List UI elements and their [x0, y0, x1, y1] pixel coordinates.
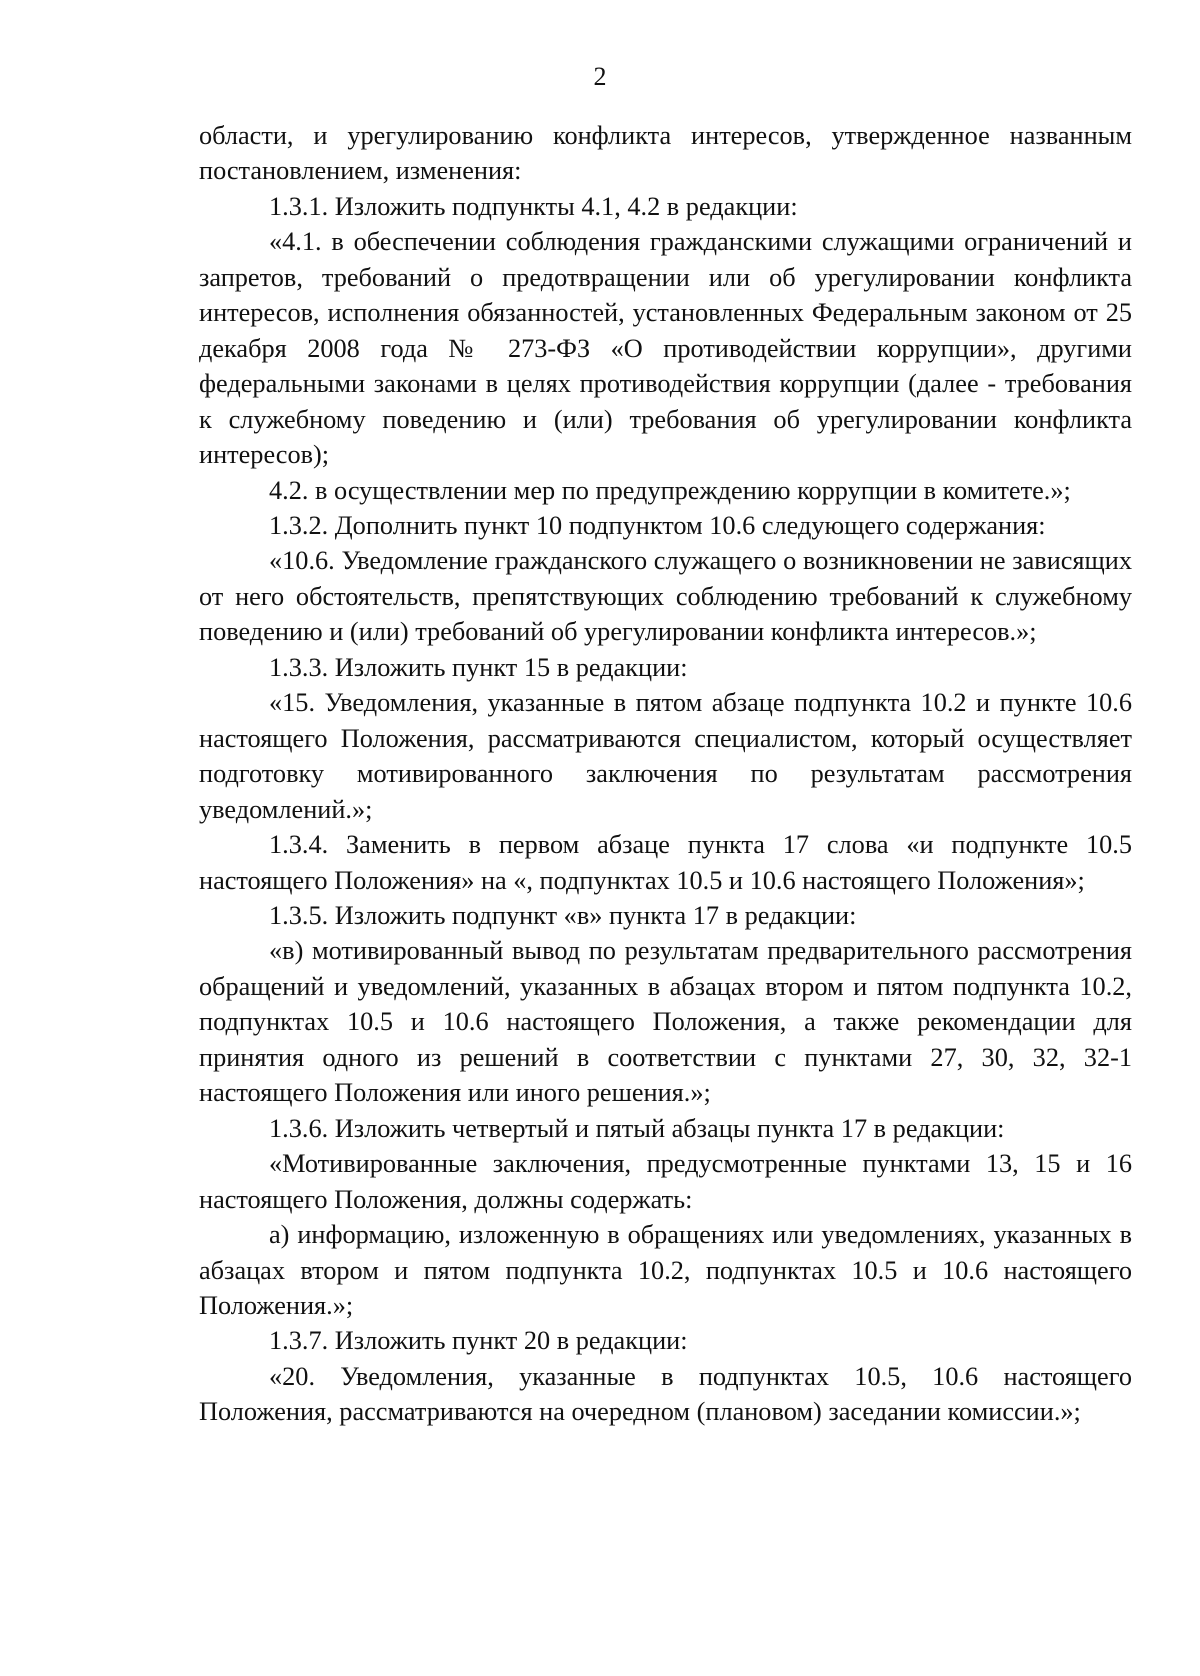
paragraph-item-1-3-7: 1.3.7. Изложить пункт 20 в редакции: — [269, 1326, 688, 1356]
paragraph-quote-10-6: «10.6. Уведомление гражданского служащего о возникновении не зависящих от него обстоятельств, препятствующих соблюдению требований к служебному поведению и (или) требований об урегулировании конфликта интересов.»; — [199, 546, 1132, 647]
paragraph-quote-4-1: «4.1. в обеспечении соблюдения гражданскими служащими ограничений и запретов, требований о предотвращении или об урегулировании конфликта интересов, исполнения обязанностей, установленных Федеральным законом от 25 декабря 2008 года № 273-ФЗ «О противодействии коррупции», другими федеральными законами в целях противодействия коррупции (далее - требования к служебному поведению и (или) требования об урегулировании конфликта интересов); — [199, 227, 1132, 470]
paragraph-item-1-3-6: 1.3.6. Изложить четвертый и пятый абзацы пункта 17 в редакции: — [269, 1113, 1005, 1143]
paragraph-item-1-3-2: 1.3.2. Дополнить пункт 10 подпунктом 10.6 следующего содержания: — [269, 510, 1046, 540]
paragraph-quote-20: «20. Уведомления, указанные в подпунктах 10.5, 10.6 настоящего Положения, рассматриваются на очередном (плановом) заседании комиссии.»; — [199, 1361, 1132, 1427]
paragraph-quote-motivated-conclusions: «Мотивированные заключения, предусмотренные пунктами 13, 15 и 16 настоящего Положения, должны содержать: — [199, 1149, 1132, 1214]
paragraph-item-1-3-3: 1.3.3. Изложить пункт 15 в редакции: — [269, 652, 688, 682]
paragraph-quote-17-v: «в) мотивированный вывод по результатам предварительного рассмотрения обращений и уведомлений, указанных в абзацах втором и пятом подпункта 10.2, подпунктах 10.5 и 10.6 настоящего Положения, а также рекомендации для принятия одного из решений в соответствии с пунктами 27, 30, 32, 32-1 настоящего Положения или иного решения.»; — [199, 936, 1132, 1108]
paragraph-quote-15: «15. Уведомления, указанные в пятом абзаце подпункта 10.2 и пункте 10.6 настоящего Положения, рассматриваются специалистом, который осуществляет подготовку мотивированного заключения по результатам рассмотрения уведомлений.»; — [199, 688, 1132, 824]
paragraph-item-1-3-1: 1.3.1. Изложить подпункты 4.1, 4.2 в редакции: — [269, 191, 798, 221]
paragraph-quote-item-a: а) информацию, изложенную в обращениях или уведомлениях, указанных в абзацах втором и пятом подпункта 10.2, подпунктах 10.5 и 10.6 настоящего Положения.»; — [199, 1220, 1132, 1320]
page-number: 2 — [593, 62, 607, 91]
paragraph-intro-continuation: области, и урегулированию конфликта интересов, утвержденное названным постановлением, изменения: — [199, 121, 1132, 186]
paragraph-item-1-3-4: 1.3.4. Заменить в первом абзаце пункта 17 слова «и подпункте 10.5 настоящего Положения» на «, подпунктах 10.5 и 10.6 настоящего Положения»; — [199, 830, 1132, 895]
paragraph-quote-4-2: 4.2. в осуществлении мер по предупреждению коррупции в комитете.»; — [269, 475, 1071, 505]
paragraph-item-1-3-5: 1.3.5. Изложить подпункт «в» пункта 17 в редакции: — [269, 900, 857, 930]
document-body — [199, 118, 1132, 1430]
